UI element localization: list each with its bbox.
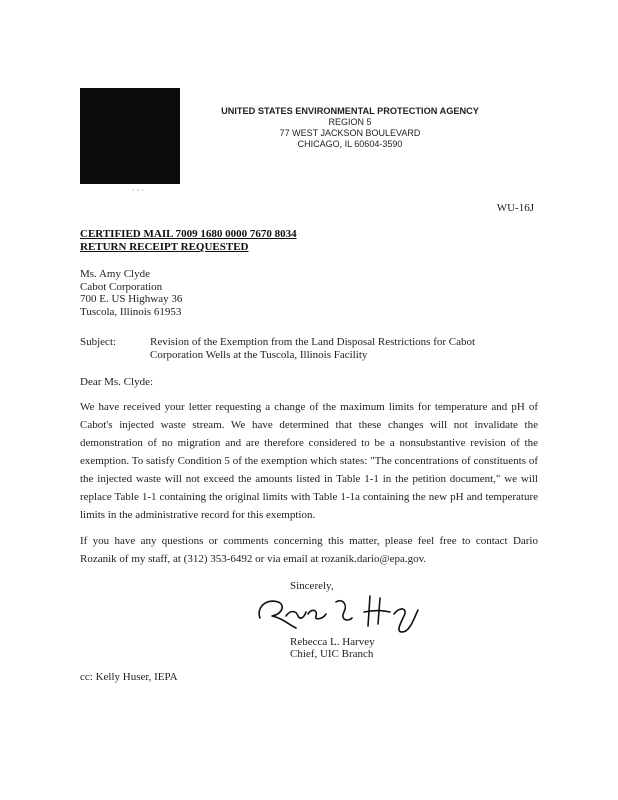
recipient-city: Tuscola, Illinois 61953: [80, 305, 182, 318]
agency-region: REGION 5: [328, 117, 372, 127]
letterhead: [200, 106, 500, 150]
certified-mail-block: [80, 228, 297, 254]
agency-city: CHICAGO, IL 60604-3590: [297, 139, 403, 149]
body-paragraph-1: We have received your letter requesting a change of the maximum limits for temperature and pH of Cabot's injected waste stream. We have determined that these changes will not invalidate the demonstration of no migration and are therefore considered to be a nonsubstantive revision of the exemption. To satisfy Condition 5 of the exemption which states: "The concentrations of constituents of the injected waste will not exceed the amounts listed in Table 1-1 in the petition document," we will replace Table 1-1 containing the original limits with Table 1-1a containing the new pH and temperature limits in the administrative record for this exemption.: [80, 401, 538, 521]
subject-label: Subject:: [80, 336, 117, 348]
certified-mail-line: CERTIFIED MAIL 7009 1680 0000 7670 8034: [80, 228, 297, 240]
subject-text: Revision of the Exemption from the Land Disposal Restrictions for Cabot Corporation Wells at the Tuscola, Illinois Facility: [150, 336, 476, 361]
recipient-address: [80, 268, 182, 318]
agency-logo-block: [80, 88, 180, 184]
scan-artifact: · · ·: [132, 186, 144, 195]
signer-name: Rebecca L. Harvey: [290, 636, 375, 648]
salutation: Dear Ms. Clyde:: [80, 376, 154, 388]
signature-block: [290, 636, 375, 660]
recipient-company: Cabot Corporation: [80, 280, 163, 293]
signer-title: Chief, UIC Branch: [290, 648, 374, 660]
agency-name: UNITED STATES ENVIRONMENTAL PROTECTION AGENCY: [221, 106, 479, 116]
agency-street: 77 WEST JACKSON BOULEVARD: [279, 128, 421, 138]
closing-sincerely: Sincerely,: [290, 580, 334, 592]
cc-line: cc: Kelly Huser, IEPA: [80, 671, 178, 683]
recipient-name: Ms. Amy Clyde: [80, 268, 150, 280]
recipient-street: 700 E. US Highway 36: [80, 293, 183, 305]
return-receipt-line: RETURN RECEIPT REQUESTED: [80, 241, 249, 253]
reference-code: WU-16J: [496, 202, 534, 214]
signature-image: [252, 588, 422, 634]
body-paragraph-2: If you have any questions or comments concerning this matter, please feel free to contact Dario Rozanik of my staff, at (312) 353-6492 or via email at rozanik.dario@epa.gov.: [80, 535, 538, 565]
